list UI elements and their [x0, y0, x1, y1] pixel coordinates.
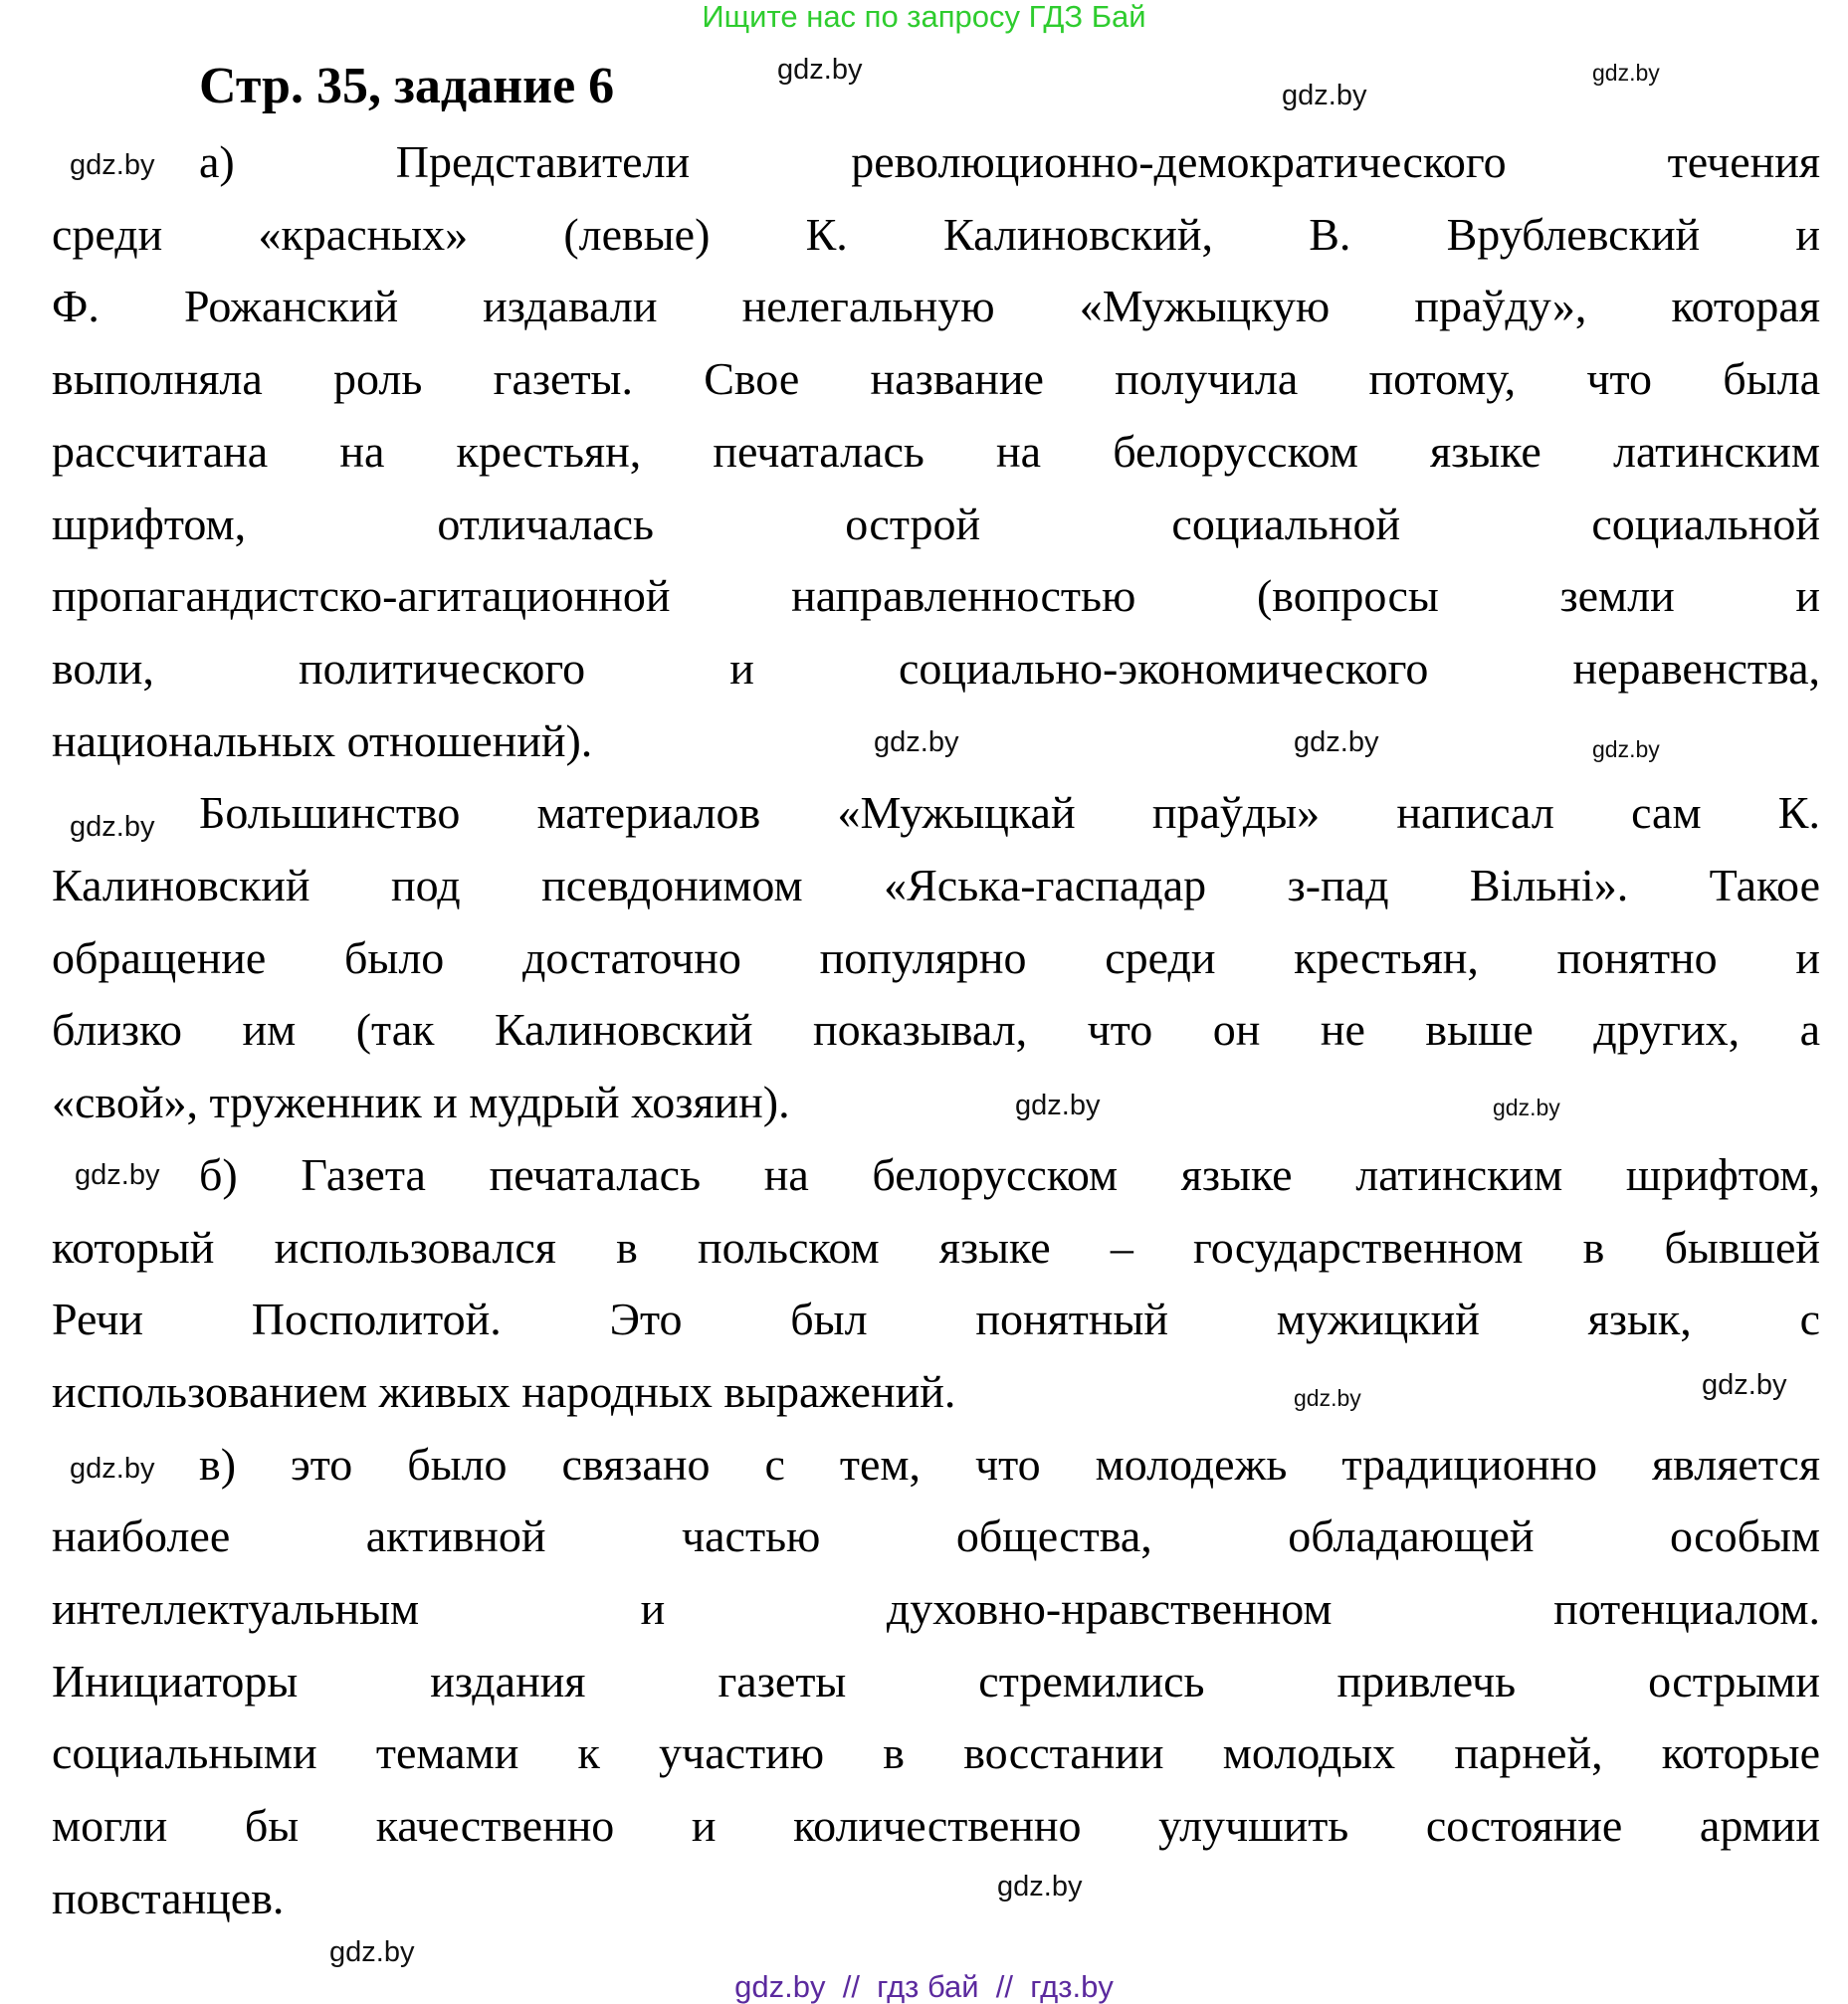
- watermark: gdz.by: [1592, 60, 1660, 86]
- text-line: использованием живых народных выражений.: [52, 1365, 956, 1417]
- text-line: социальными темами к участию в восстании молодых парней, которые: [52, 1727, 1820, 1779]
- footer-links[interactable]: gdz.by // гдз бай // гдз.by: [734, 1969, 1114, 2004]
- text-line: Инициаторы издания газеты стремились привлечь острыми: [52, 1655, 1820, 1706]
- search-banner[interactable]: Ищите нас по запросу ГДЗ Бай: [702, 0, 1146, 34]
- text-line: наиболее активной частью общества, обладающей особым: [52, 1510, 1820, 1562]
- text-line: в) это было связано с тем, что молодежь традиционно является: [199, 1438, 1820, 1490]
- watermark: gdz.by: [1282, 80, 1367, 111]
- watermark: gdz.by: [70, 149, 155, 181]
- watermark: gdz.by: [70, 1453, 155, 1485]
- text-line: воли, политического и социально-экономического неравенства,: [52, 642, 1820, 694]
- watermark: gdz.by: [1294, 1385, 1361, 1411]
- text-line: Большинство материалов «Мужыцкай праўды» написал сам К.: [199, 787, 1820, 839]
- watermark: gdz.by: [329, 1936, 415, 1968]
- text-line: шрифтом, отличалась острой социальной социальной: [52, 498, 1820, 549]
- text-line: а) Представители революционно-демократического течения: [199, 136, 1820, 187]
- text-line: близко им (так Калиновский показывал, что он не выше других, а: [52, 1004, 1820, 1056]
- text-line: выполняла роль газеты. Свое название получила потому, что была: [52, 353, 1820, 405]
- page-title: Стр. 35, задание 6: [199, 58, 615, 114]
- text-line: Ф. Рожанский издавали нелегальную «Мужыцкую праўду», которая: [52, 281, 1820, 332]
- text-line: национальных отношений).: [52, 714, 593, 766]
- text-line: обращение было достаточно популярно среди крестьян, понятно и: [52, 931, 1820, 983]
- text-line: интеллектуальным и духовно-нравственном потенциалом.: [52, 1583, 1820, 1634]
- watermark: gdz.by: [874, 726, 959, 758]
- text-line: рассчитана на крестьян, печаталась на белорусском языке латинским: [52, 425, 1820, 477]
- text-line: Калиновский под псевдонимом «Яська-гаспадар з-пад Вільні». Такое: [52, 860, 1820, 910]
- watermark: gdz.by: [1592, 736, 1660, 762]
- text-line: могли бы качественно и количественно улучшить состояние армии: [52, 1800, 1820, 1852]
- watermark: gdz.by: [1015, 1090, 1101, 1121]
- watermark: gdz.by: [1493, 1095, 1560, 1120]
- watermark: gdz.by: [997, 1871, 1083, 1903]
- watermark: gdz.by: [777, 54, 863, 86]
- text-line: Речи Посполитой. Это был понятный мужицкий язык, с: [52, 1294, 1820, 1345]
- watermark: gdz.by: [70, 811, 155, 843]
- text-line: который использовался в польском языке – государственном в бывшей: [52, 1221, 1820, 1273]
- watermark: gdz.by: [75, 1159, 160, 1191]
- text-line: «свой», труженник и мудрый хозяин).: [52, 1077, 790, 1128]
- text-line: пропагандистско-агитационной направленностью (вопросы земли и: [52, 570, 1820, 622]
- text-line: б) Газета печаталась на белорусском языке латинским шрифтом,: [199, 1148, 1820, 1200]
- text-line: среди «красных» (левые) К. Калиновский, В. Врублевский и: [52, 208, 1820, 260]
- text-line: повстанцев.: [52, 1872, 285, 1923]
- watermark: gdz.by: [1702, 1369, 1787, 1401]
- watermark: gdz.by: [1294, 726, 1379, 758]
